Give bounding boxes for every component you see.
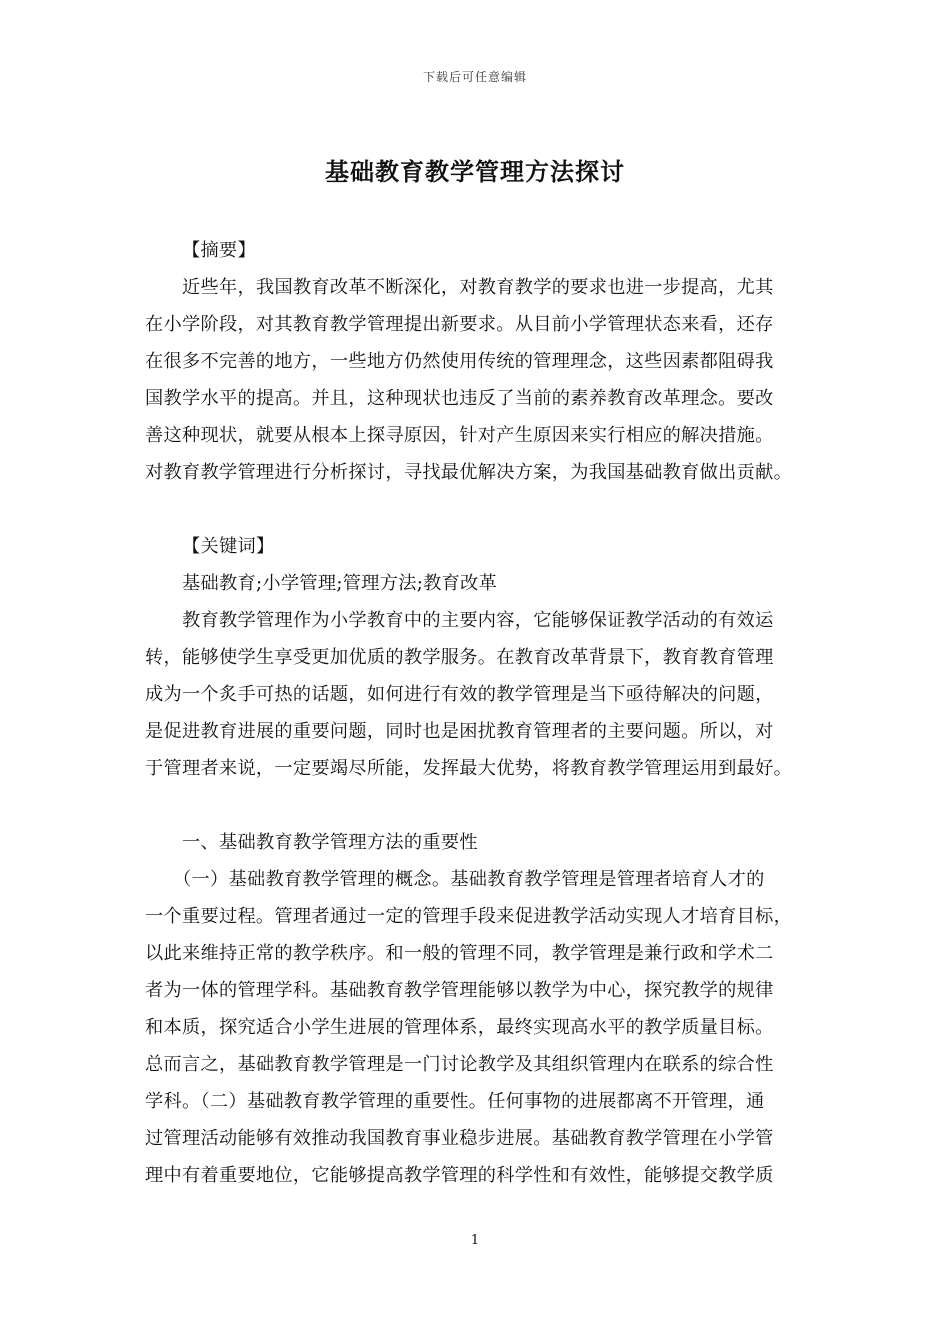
section-line: 一个重要过程。管理者通过一定的管理手段来促进教学活动实现人才培育目标， [145,906,793,927]
intro-line: 成为一个炙手可热的话题，如何进行有效的教学管理是当下亟待解决的问题， [145,684,774,705]
section-line: （一）基础教育教学管理的概念。基础教育教学管理是管理者培育人才的 [173,869,765,890]
intro-line: 是促进教育进展的重要问题，同时也是困扰教育管理者的主要问题。所以，对 [145,721,774,742]
keywords-heading: 【关键词】 [182,536,275,557]
keywords-text: 基础教育;小学管理;管理方法;教育改革 [182,573,498,594]
abstract-line: 在小学阶段，对其教育教学管理提出新要求。从目前小学管理状态来看，还存 [145,314,774,335]
document-title: 基础教育教学管理方法探讨 [325,157,625,186]
section-line: 理中有着重要地位，它能够提高教学管理的科学性和有效性，能够提交教学质 [145,1165,774,1186]
document-body [145,232,815,1194]
section-line: 学科。（二）基础教育教学管理的重要性。任何事物的进展都离不开管理，通 [145,1091,765,1112]
abstract-line: 在很多不完善的地方，一些地方仍然使用传统的管理理念，这些因素都阻碍我 [145,351,774,372]
intro-line: 转，能够使学生享受更加优质的教学服务。在教育改革背景下，教育教育管理 [145,647,774,668]
abstract-heading: 【摘要】 [182,240,256,261]
section-line: 总而言之，基础教育教学管理是一门讨论教学及其组织管理内在联系的综合性 [145,1054,774,1075]
section-line: 以此来维持正常的教学秩序。和一般的管理不同，教学管理是兼行政和学术二 [145,943,774,964]
intro-line: 于管理者来说，一定要竭尽所能，发挥最大优势，将教育教学管理运用到最好。 [145,758,793,779]
section-line: 和本质，探究适合小学生进展的管理体系，最终实现高水平的教学质量目标。 [145,1017,774,1038]
abstract-line: 对教育教学管理进行分析探讨，寻找最优解决方案，为我国基础教育做出贡献。 [145,462,793,483]
abstract-line: 近些年，我国教育改革不断深化，对教育教学的要求也进一步提高，尤其 [182,277,774,298]
abstract-line: 善这种现状，就要从根本上探寻原因，针对产生原因来实行相应的解决措施。 [145,425,774,446]
intro-line: 教育教学管理作为小学教育中的主要内容，它能够保证教学活动的有效运 [182,610,774,631]
section-line: 过管理活动能够有效推动我国教育事业稳步进展。基础教育教学管理在小学管 [145,1128,774,1149]
header-note: 下载后可任意编辑 [422,70,527,84]
page-number: 1 [470,1233,480,1248]
abstract-line: 国教学水平的提高。并且，这种现状也违反了当前的素养教育改革理念。要改 [145,388,774,409]
section-line: 者为一体的管理学科。基础教育教学管理能够以教学为中心，探究教学的规律 [145,980,774,1001]
section-heading: 一、基础教育教学管理方法的重要性 [182,832,478,853]
